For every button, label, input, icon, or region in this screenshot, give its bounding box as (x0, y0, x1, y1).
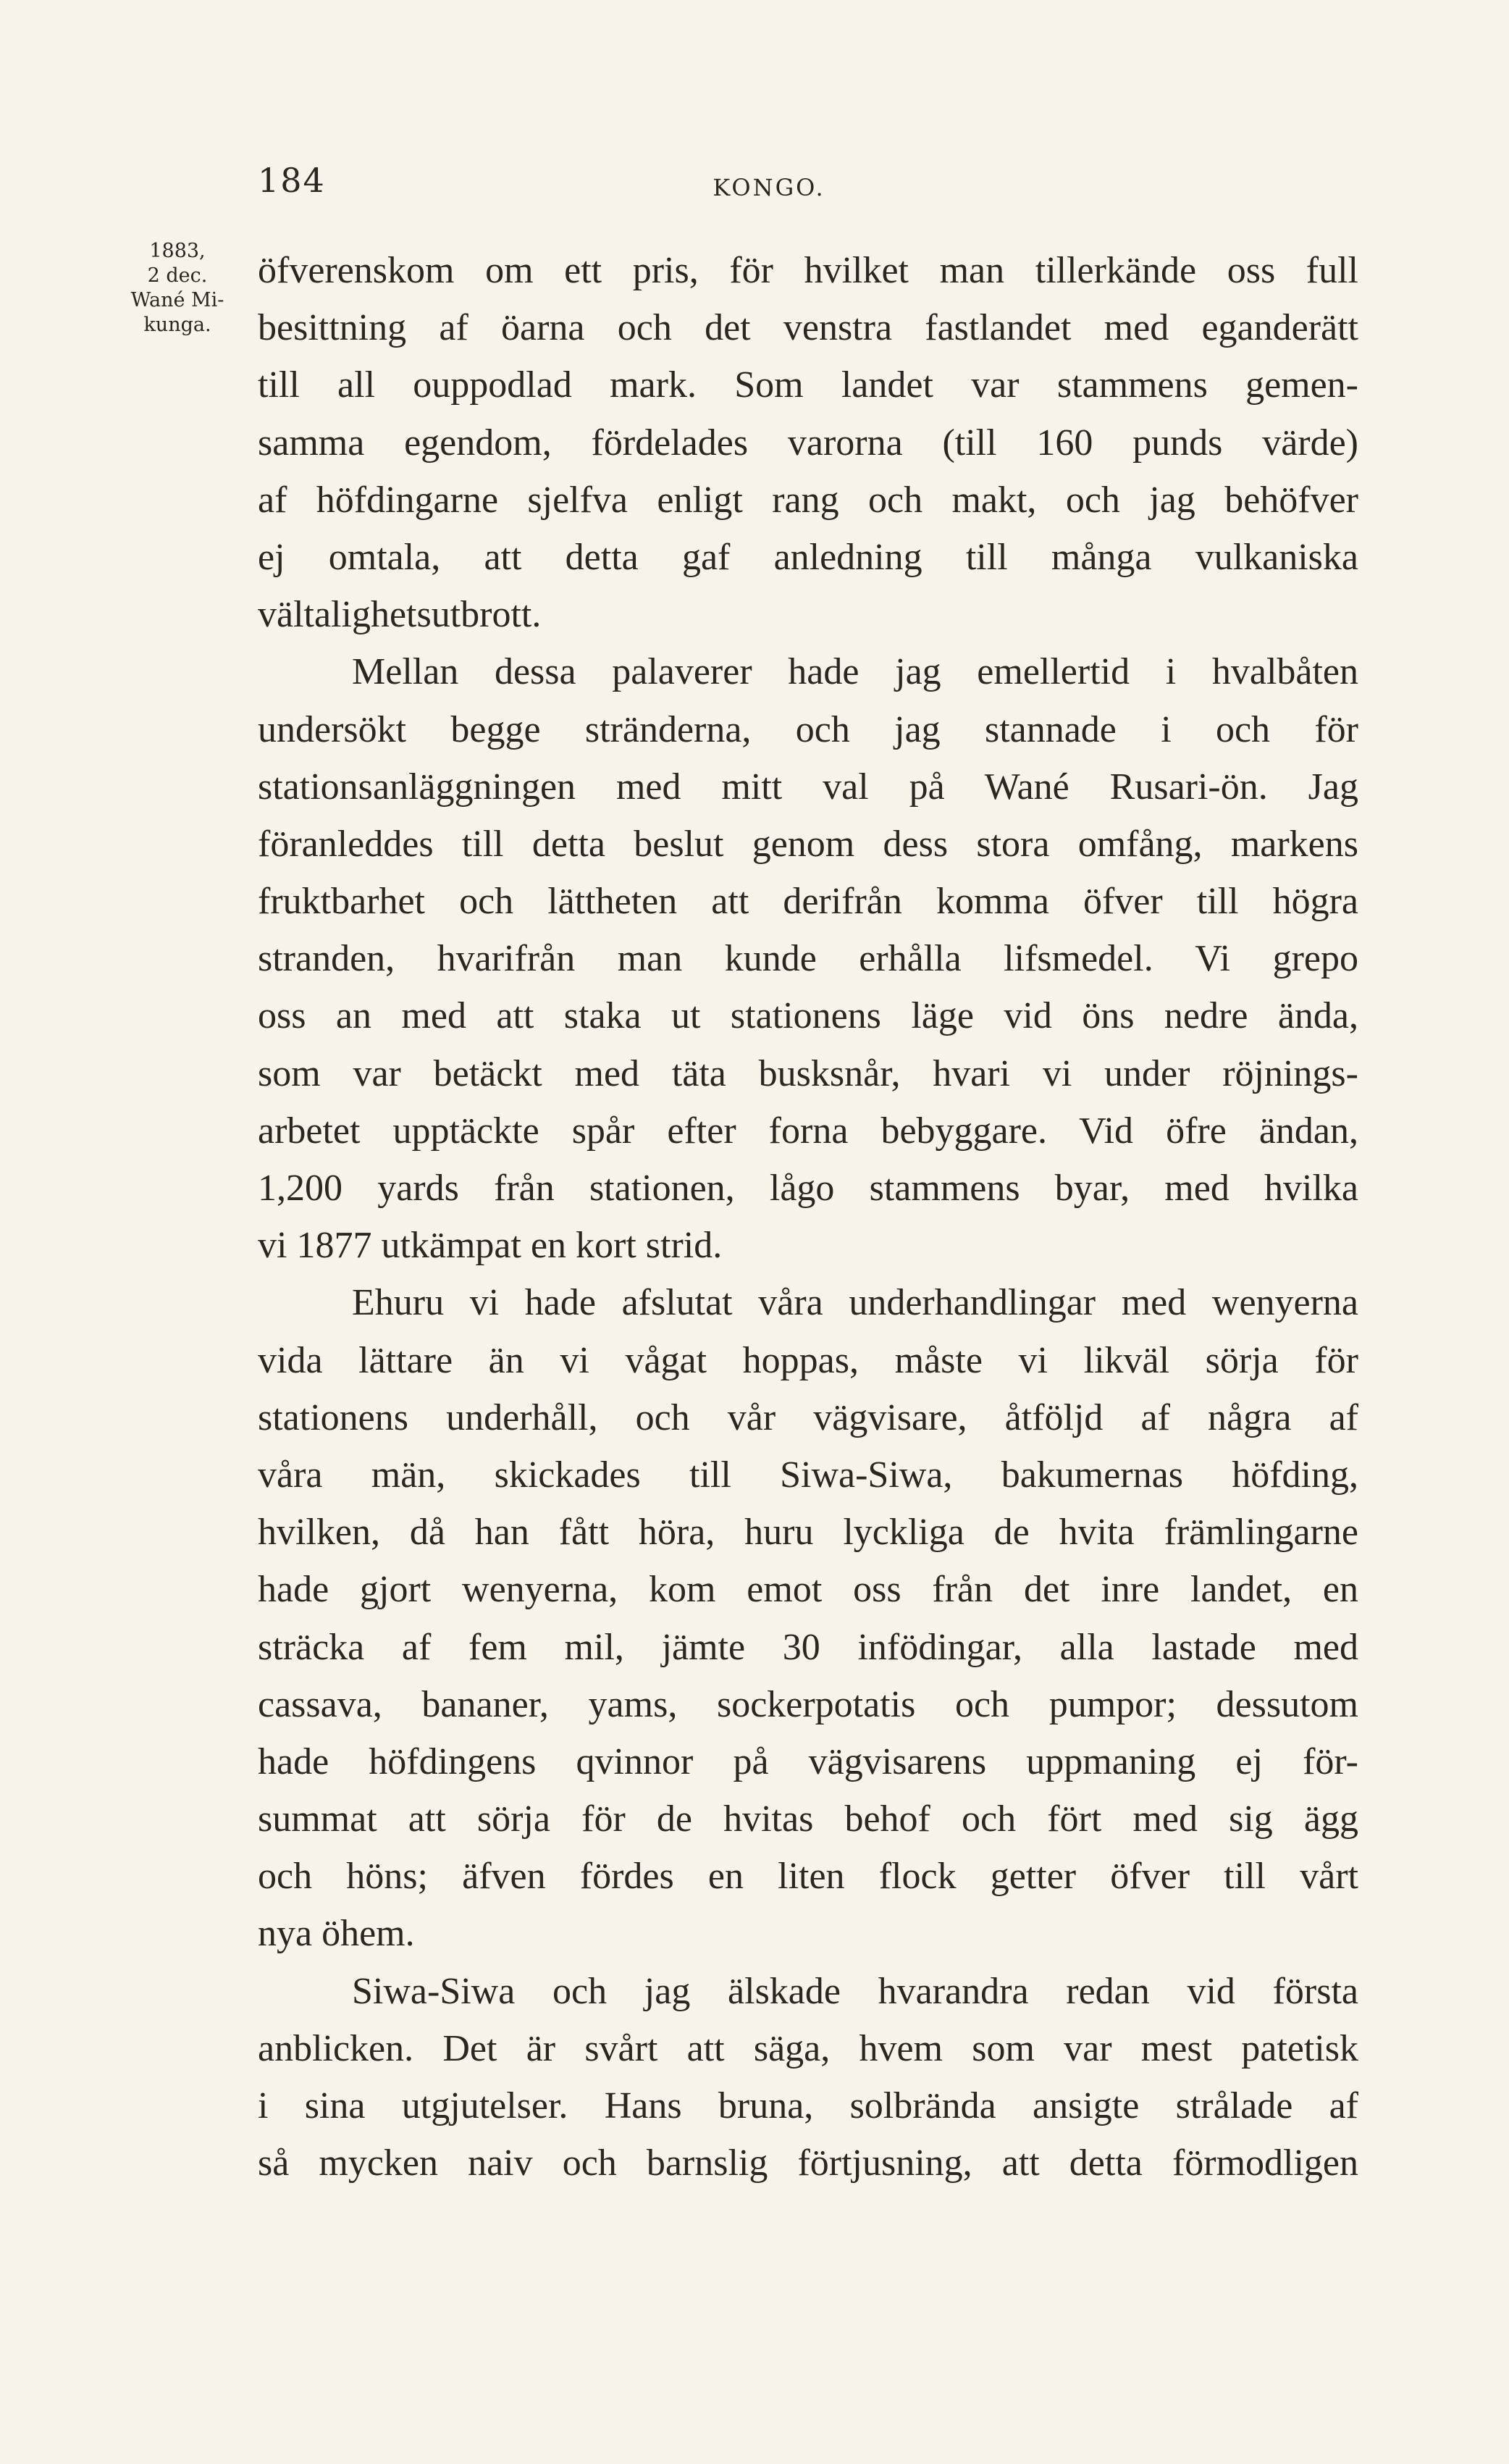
text-line: ej omtala, att detta gaf anledning till många vulkaniska (258, 536, 1358, 578)
text-line: Siwa-Siwa och jag älskade hvarandra redan vid första (352, 1970, 1358, 2012)
text-line: vi 1877 utkämpat en kort strid. (258, 1225, 723, 1267)
text-line: cassava, bananer, yams, sockerpotatis och pumpor; dessutom (258, 1683, 1358, 1725)
text-line: arbetet upptäckte spår efter forna bebyggare. Vid öfre ändan, (258, 1110, 1358, 1152)
text-line: och höns; äfven fördes en liten flock getter öfver till vårt (258, 1856, 1358, 1898)
text-line: samma egendom, fördelades varorna (till 160 punds värde) (258, 422, 1358, 464)
text-line: sträcka af fem mil, jämte 30 infödingar, alla lastade med (258, 1626, 1358, 1668)
text-line: hvilken, då han fått höra, huru lyckliga de hvita främlingarne (258, 1512, 1358, 1554)
text-line: hade höfdingens qvinnor på vägvisarens uppmaning ej för- (258, 1740, 1358, 1782)
text-line: stranden, hvarifrån man kunde erhålla lifsmedel. Vi grepo (258, 938, 1358, 980)
text-line: besittning af öarna och det venstra fastlandet med eganderätt (258, 307, 1358, 349)
text-line: föranleddes till detta beslut genom dess stora omfång, markens (258, 823, 1358, 865)
margin-note-line: 2 dec. (147, 264, 208, 287)
text-line: till all ouppodlad mark. Som landet var stammens gemen- (258, 364, 1358, 406)
text-line: anblicken. Det är svårt att säga, hvem som var mest patetisk (258, 2027, 1358, 2069)
text-line: vältalighetsutbrott. (258, 594, 542, 636)
text-line: öfverenskom om ett pris, för hvilket man tillerkände oss full (258, 250, 1358, 291)
text-line: så mycken naiv och barnslig förtjusning, att detta förmodligen (258, 2142, 1358, 2184)
text-line: oss an med att staka ut stationens läge vid öns nedre ända, (258, 995, 1358, 1037)
margin-note-line: Wané Mi- (130, 289, 224, 311)
running-title: KONGO. (713, 174, 825, 201)
text-line: våra män, skickades till Siwa-Siwa, bakumernas höfding, (258, 1454, 1358, 1496)
page-number: 184 (258, 161, 326, 200)
margin-note-line: kunga. (143, 314, 211, 336)
margin-note (109, 239, 246, 338)
text-line: af höfdingarne sjelfva enligt rang och makt, och jag behöfver (258, 479, 1358, 521)
text-line: Ehuru vi hade afslutat våra underhandlingar med wenyerna (352, 1282, 1358, 1324)
text-line: stationens underhåll, och vår vägvisare, åtföljd af några af (258, 1396, 1358, 1438)
text-line: summat att sörja för de hvitas behof och fört med sig ägg (258, 1798, 1358, 1840)
text-line: som var betäckt med täta busksnår, hvari vi under röjnings- (258, 1052, 1358, 1094)
text-line: hade gjort wenyerna, kom emot oss från det inre landet, en (258, 1569, 1358, 1611)
text-line: Mellan dessa palaverer hade jag emellertid i hvalbåten (352, 651, 1358, 693)
text-line: i sina utgjutelser. Hans bruna, solbrända ansigte strålade af (258, 2085, 1358, 2126)
text-line: nya öhem. (258, 1913, 415, 1955)
text-line: fruktbarhet och lättheten att derifrån komma öfver till högra (258, 881, 1358, 923)
text-line: undersökt begge stränderna, och jag stannade i och för (258, 708, 1358, 750)
text-line: vida lättare än vi vågat hoppas, måste vi likväl sörja för (258, 1339, 1358, 1381)
margin-note-line: 1883, (149, 240, 206, 262)
body-text (258, 242, 1358, 2192)
text-line: stationsanläggningen med mitt val på Wané Rusari-ön. Jag (258, 766, 1358, 808)
text-line: 1,200 yards från stationen, lågo stammens byar, med hvilka (258, 1168, 1358, 1209)
